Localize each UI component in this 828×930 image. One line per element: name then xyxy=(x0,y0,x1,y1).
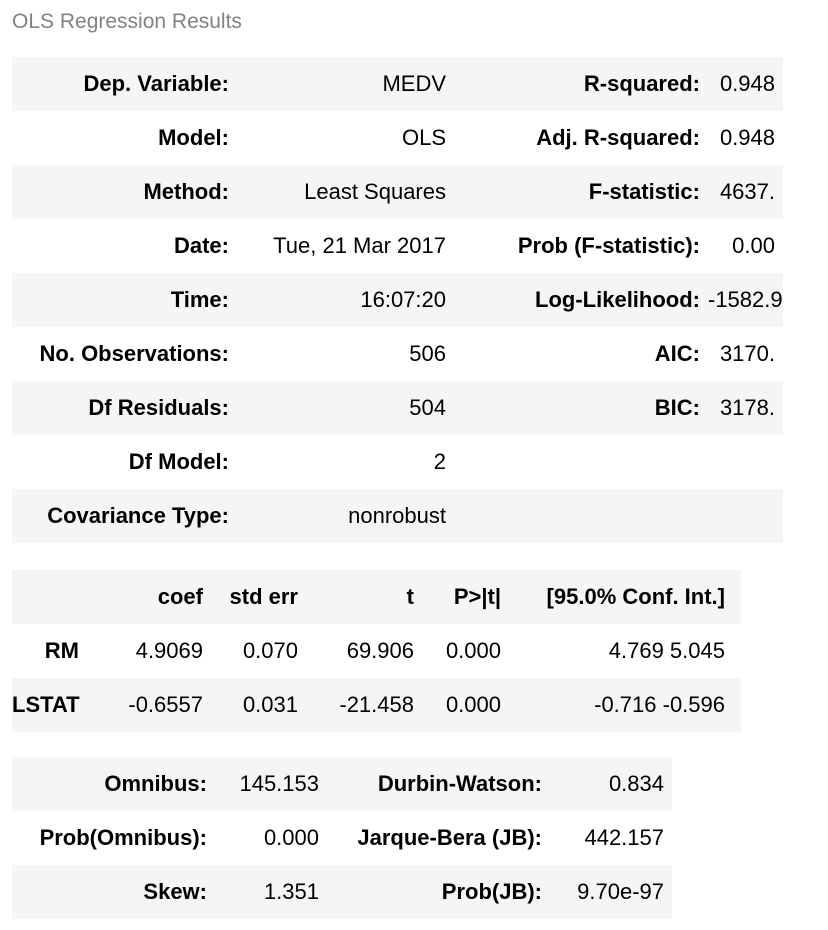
stat-value xyxy=(708,435,783,489)
diagnostics-row xyxy=(12,865,672,919)
stat-label: Durbin-Watson: xyxy=(377,771,542,796)
stat-label: R-squared: xyxy=(583,71,700,96)
stat-label: No. Observations: xyxy=(39,341,229,366)
summary-table-body xyxy=(12,57,783,543)
stat-label: Skew: xyxy=(143,879,207,904)
coef-row xyxy=(12,678,741,732)
stat-label: Omnibus: xyxy=(104,771,207,796)
stat-value: 2 xyxy=(433,449,446,474)
conf-int-value: 4.769 5.045 xyxy=(608,638,725,663)
stat-label: F-statistic: xyxy=(588,179,700,204)
stat-value: 4637. xyxy=(719,179,775,204)
diagnostics-row xyxy=(12,757,672,811)
stat-label xyxy=(454,435,708,489)
page-title: OLS Regression Results xyxy=(12,10,242,33)
summary-row xyxy=(12,165,783,219)
stat-value: 506 xyxy=(409,341,446,366)
stat-value: nonrobust xyxy=(348,503,446,528)
coef-row xyxy=(12,624,741,678)
stat-value xyxy=(708,489,783,543)
stat-value: 442.157 xyxy=(584,825,664,850)
summary-row xyxy=(12,489,783,543)
coef-col-header: P>|t| xyxy=(453,584,501,609)
coef-row-label: RM xyxy=(44,638,79,663)
stat-value: Tue, 21 Mar 2017 xyxy=(273,233,446,258)
diagnostics-table-body xyxy=(12,757,672,919)
stat-value: 1.351 xyxy=(263,879,319,904)
stat-value: OLS xyxy=(401,125,446,150)
coefficients-table-body xyxy=(12,570,741,732)
coef-col-header: [95.0% Conf. Int.] xyxy=(546,584,725,609)
stat-value: 145.153 xyxy=(239,771,319,796)
stat-value: 3178. xyxy=(719,395,775,420)
summary-row xyxy=(12,435,783,489)
summary-row xyxy=(12,57,783,111)
stat-label: Model: xyxy=(158,125,229,150)
stat-value: 9.70e-97 xyxy=(577,879,664,904)
p-value: 0.000 xyxy=(445,638,501,663)
coef-value: -0.6557 xyxy=(128,692,203,717)
stat-label: AIC: xyxy=(654,341,700,366)
coef-col-header: t xyxy=(406,584,414,609)
coef-header-row xyxy=(12,570,741,624)
summary-row xyxy=(12,327,783,381)
std-err-value: 0.031 xyxy=(242,692,298,717)
diagnostics-row xyxy=(12,811,672,865)
stat-label: Jarque-Bera (JB): xyxy=(357,825,542,850)
stat-label: Df Residuals: xyxy=(88,395,229,420)
stat-label: Prob(Omnibus): xyxy=(39,825,207,850)
summary-row xyxy=(12,111,783,165)
stat-value: -1582.9 xyxy=(708,287,783,312)
stat-value: 504 xyxy=(409,395,446,420)
stat-value: MEDV xyxy=(382,71,446,96)
stat-label xyxy=(454,489,708,543)
stat-label: Prob(JB): xyxy=(441,879,542,904)
stat-label: Adj. R-squared: xyxy=(536,125,700,150)
stat-value: 0.948 xyxy=(719,125,775,150)
stat-label: Dep. Variable: xyxy=(83,71,229,96)
summary-row xyxy=(12,219,783,273)
stat-value: 0.000 xyxy=(263,825,319,850)
t-value: -21.458 xyxy=(339,692,414,717)
summary-row xyxy=(12,381,783,435)
stat-label: Date: xyxy=(173,233,229,258)
stat-label: Log-Likelihood: xyxy=(535,287,700,312)
std-err-value: 0.070 xyxy=(242,638,298,663)
diagnostics-table xyxy=(12,757,672,919)
conf-int-value: -0.716 -0.596 xyxy=(594,692,725,717)
coef-row-label: LSTAT xyxy=(12,692,80,717)
stat-label: Method: xyxy=(143,179,229,204)
t-value: 69.906 xyxy=(346,638,414,663)
stat-label: Prob (F-statistic): xyxy=(517,233,700,258)
stat-value: 0.948 xyxy=(719,71,775,96)
stat-value: Least Squares xyxy=(304,179,446,204)
summary-table xyxy=(12,57,783,543)
coef-col-header xyxy=(12,570,87,624)
stat-value: 0.834 xyxy=(608,771,664,796)
coef-col-header: coef xyxy=(157,584,203,609)
stat-label: BIC: xyxy=(654,395,700,420)
stat-label: Covariance Type: xyxy=(47,503,229,528)
summary-row xyxy=(12,273,783,327)
stat-label: Df Model: xyxy=(128,449,229,474)
coef-col-header: std err xyxy=(229,584,298,609)
p-value: 0.000 xyxy=(445,692,501,717)
stat-value: 3170. xyxy=(719,341,775,366)
stat-value: 0.00 xyxy=(732,233,775,258)
coef-value: 4.9069 xyxy=(135,638,203,663)
coefficients-table xyxy=(12,570,741,732)
stat-value: 16:07:20 xyxy=(360,287,446,312)
stat-label: Time: xyxy=(170,287,229,312)
